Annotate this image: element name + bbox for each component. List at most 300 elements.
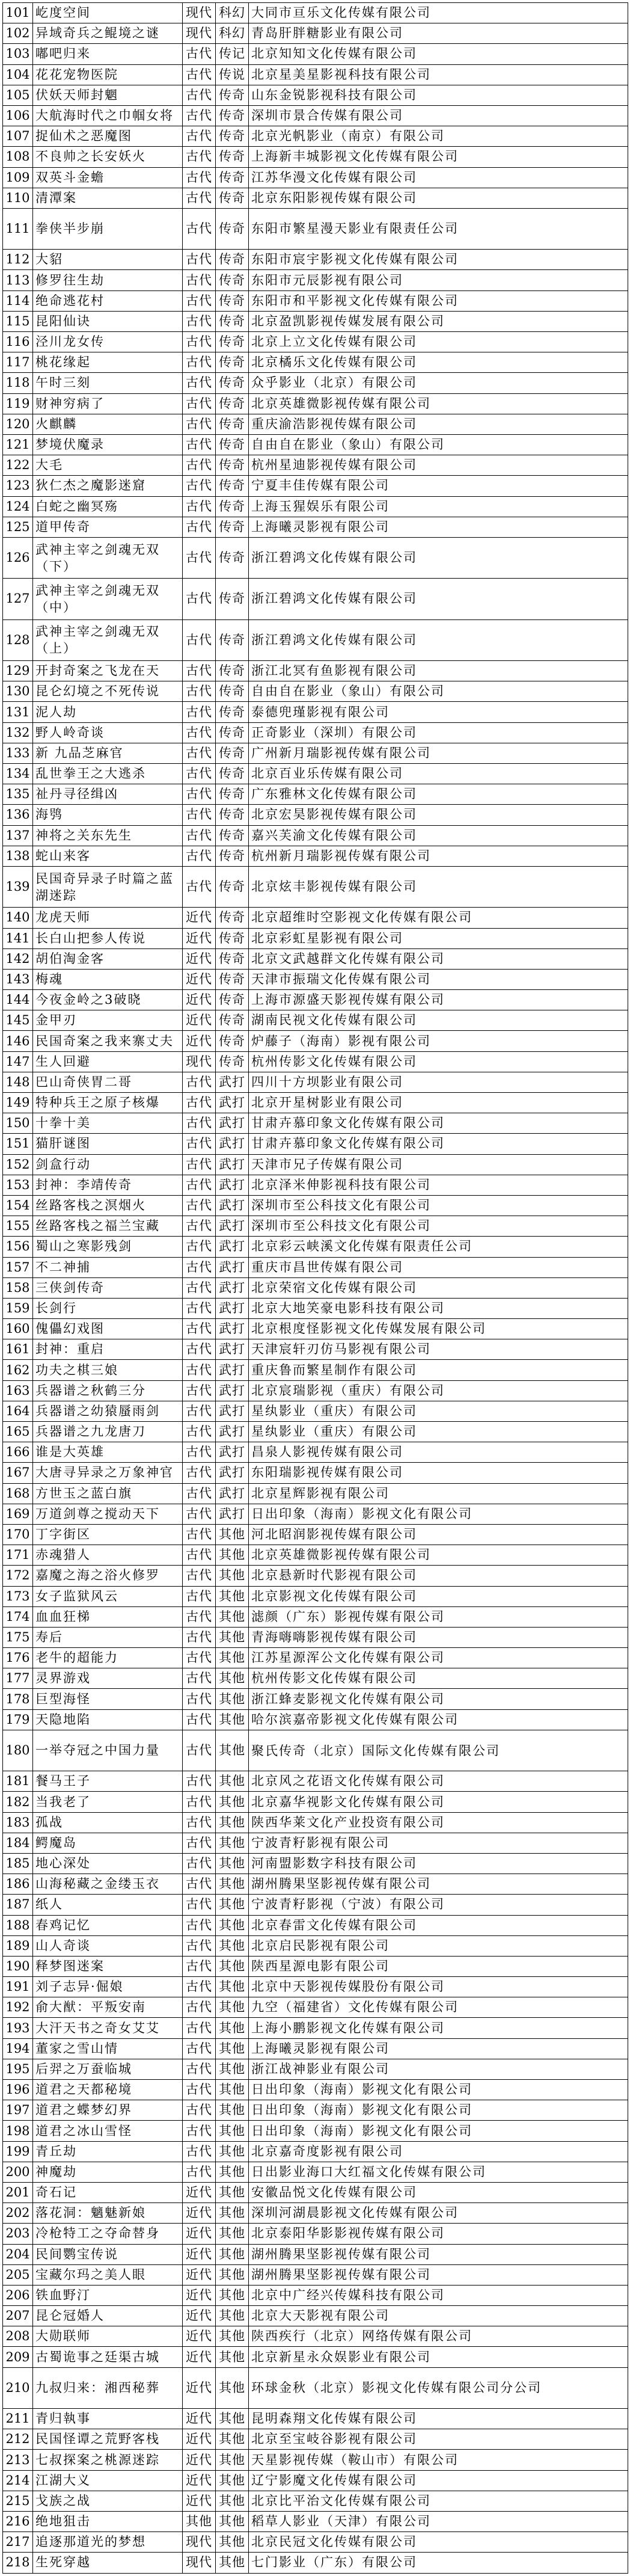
row-number: 181 <box>3 1771 33 1792</box>
era-cell: 古代 <box>183 2038 216 2059</box>
film-title: 民国奇案之我来寨丈夫 <box>33 1031 183 1051</box>
row-number: 178 <box>3 1689 33 1709</box>
film-title: 昆仑冠婚人 <box>33 2306 183 2326</box>
genre-cell: 其他 <box>216 2553 249 2573</box>
company-cell: 陕西疾行（北京）网络传媒有限公司 <box>249 2326 628 2347</box>
company-cell: 北京彩虹星影视有限公司 <box>249 928 628 948</box>
film-title: 方世玉之蓝白旗 <box>33 1483 183 1504</box>
table-row <box>3 1504 628 1524</box>
company-cell: 杭州新月瑞影视传媒有限公司 <box>249 846 628 866</box>
era-cell: 古代 <box>183 2162 216 2182</box>
era-cell: 近代 <box>183 2182 216 2203</box>
film-title: 天隐地陷 <box>33 1709 183 1730</box>
table-row <box>3 1339 628 1360</box>
genre-cell: 传奇 <box>216 311 249 331</box>
era-cell: 现代 <box>183 1051 216 1072</box>
company-cell: 北京新星永众娱影业有限公司 <box>249 2347 628 2367</box>
genre-cell: 其他 <box>216 2326 249 2347</box>
era-cell: 古代 <box>183 290 216 311</box>
era-cell: 古代 <box>183 784 216 805</box>
company-cell: 北京风之花语文化传媒有限公司 <box>249 1771 628 1792</box>
era-cell: 古代 <box>183 1730 216 1771</box>
film-title: 捉仙术之恶魔图 <box>33 126 183 147</box>
film-title: 鳄魔岛 <box>33 1833 183 1853</box>
genre-cell: 其他 <box>216 2059 249 2079</box>
row-number: 208 <box>3 2326 33 2347</box>
row-number: 175 <box>3 1627 33 1647</box>
film-title: 生人回避 <box>33 1051 183 1072</box>
era-cell: 古代 <box>183 517 216 537</box>
row-number: 187 <box>3 1895 33 1915</box>
film-title: 新 九品芝麻官 <box>33 743 183 763</box>
genre-cell: 传奇 <box>216 661 249 681</box>
genre-cell: 传奇 <box>216 619 249 660</box>
era-cell: 古代 <box>183 1360 216 1380</box>
film-title: 嘟吧归来 <box>33 44 183 64</box>
genre-cell: 其他 <box>216 2121 249 2141</box>
film-title: 万道剑尊之搅动天下 <box>33 1504 183 1524</box>
era-cell: 古代 <box>183 1895 216 1915</box>
company-cell: 北京宸瑞影视（重庆）有限公司 <box>249 1380 628 1401</box>
table-row <box>3 105 628 126</box>
era-cell: 古代 <box>183 1709 216 1730</box>
row-number: 154 <box>3 1195 33 1216</box>
genre-cell: 其他 <box>216 1606 249 1627</box>
film-title: 封神：李靖传奇 <box>33 1175 183 1195</box>
era-cell: 古代 <box>183 764 216 784</box>
table-row <box>3 2182 628 2203</box>
film-title: 梦境伏魔录 <box>33 434 183 455</box>
company-cell: 七门影业（广东）有限公司 <box>249 2553 628 2573</box>
genre-cell: 传说 <box>216 64 249 85</box>
company-cell: 湖州腾果坚影视传媒有限公司 <box>249 1874 628 1895</box>
era-cell: 古代 <box>183 1833 216 1853</box>
genre-cell: 武打 <box>216 1154 249 1175</box>
table-row <box>3 2285 628 2305</box>
row-number: 155 <box>3 1216 33 1237</box>
film-title: 冷枪特工之夺命替身 <box>33 2224 183 2244</box>
company-cell: 北京至宝岐谷影视有限公司 <box>249 2429 628 2450</box>
row-number: 184 <box>3 1833 33 1853</box>
film-title: 大貂 <box>33 250 183 270</box>
table-row <box>3 1586 628 1606</box>
company-cell: 上海曦灵影视有限公司 <box>249 517 628 537</box>
genre-cell: 传奇 <box>216 373 249 393</box>
era-cell: 古代 <box>183 85 216 105</box>
company-cell: 宁波青籽影视（宁波）有限公司 <box>249 1895 628 1915</box>
company-cell: 青岛肝胖糖影业有限公司 <box>249 23 628 44</box>
film-title: 一举夺冠之中国力量 <box>33 1730 183 1771</box>
table-row <box>3 1298 628 1318</box>
film-title: 江湖大义 <box>33 2470 183 2491</box>
era-cell: 古代 <box>183 1216 216 1237</box>
film-title: 不良帅之长安妖火 <box>33 147 183 167</box>
genre-cell: 武打 <box>216 1257 249 1277</box>
film-title: 兵器谱之九龙唐刀 <box>33 1422 183 1442</box>
row-number: 107 <box>3 126 33 147</box>
company-cell: 深圳市至公科技文化有限公司 <box>249 1195 628 1216</box>
company-cell: 甘肃卉慕印象文化传媒有限公司 <box>249 1134 628 1154</box>
table-row <box>3 2100 628 2121</box>
company-cell: 北京东阳影视传媒有限公司 <box>249 188 628 208</box>
era-cell: 古代 <box>183 1134 216 1154</box>
company-cell: 北京上立文化传媒有限公司 <box>249 332 628 352</box>
table-row <box>3 476 628 496</box>
row-number: 207 <box>3 2306 33 2326</box>
company-cell: 哈尔滨嘉帝影视文化传媒有限公司 <box>249 1709 628 1730</box>
film-title: 古蜀诡事之廷渠古城 <box>33 2347 183 2367</box>
era-cell: 近代 <box>183 1010 216 1031</box>
company-cell: 天津宸轩刃仿马影视有限公司 <box>249 1339 628 1360</box>
era-cell: 古代 <box>183 1586 216 1606</box>
genre-cell: 其他 <box>216 1648 249 1668</box>
row-number: 192 <box>3 1997 33 2018</box>
table-row <box>3 969 628 989</box>
company-cell: 日出印象（海南）影视文化有限公司 <box>249 2100 628 2121</box>
genre-cell: 其他 <box>216 1586 249 1606</box>
company-cell: 浙江碧鸿文化传媒有限公司 <box>249 579 628 619</box>
era-cell: 古代 <box>183 1668 216 1689</box>
company-cell: 滤颜（广东）影视传媒有限公司 <box>249 1606 628 1627</box>
film-title: 血血狂梯 <box>33 1606 183 1627</box>
table-row <box>3 1010 628 1031</box>
genre-cell: 其他 <box>216 2470 249 2491</box>
film-title: 梅魂 <box>33 969 183 989</box>
era-cell: 古代 <box>183 250 216 270</box>
row-number: 176 <box>3 1648 33 1668</box>
table-row <box>3 3 628 23</box>
film-title: 花花宠物医院 <box>33 64 183 85</box>
era-cell: 近代 <box>183 2264 216 2285</box>
company-cell: 北京盈凯影视传媒发展有限公司 <box>249 311 628 331</box>
genre-cell: 武打 <box>216 1277 249 1298</box>
film-title: 蜀山之寒影残剑 <box>33 1237 183 1257</box>
company-cell: 东阳市和平影视文化传媒有限公司 <box>249 290 628 311</box>
company-cell: 昆明森翔文化传媒有限公司 <box>249 2409 628 2429</box>
era-cell: 古代 <box>183 1997 216 2018</box>
row-number: 129 <box>3 661 33 681</box>
film-title: 道君之蝶梦幻界 <box>33 2100 183 2121</box>
company-cell: 日出影业海口大红福文化传媒有限公司 <box>249 2162 628 2182</box>
row-number: 108 <box>3 147 33 167</box>
genre-cell: 传奇 <box>216 764 249 784</box>
genre-cell: 其他 <box>216 1812 249 1833</box>
row-number: 112 <box>3 250 33 270</box>
company-cell: 北京知知文化传媒有限公司 <box>249 44 628 64</box>
table-row <box>3 1442 628 1463</box>
era-cell: 古代 <box>183 1874 216 1895</box>
era-cell: 古代 <box>183 1606 216 1627</box>
genre-cell: 传奇 <box>216 681 249 702</box>
genre-cell: 其他 <box>216 2080 249 2100</box>
table-row <box>3 2141 628 2162</box>
table-row <box>3 1072 628 1092</box>
film-title: 兵器谱之秋鹤三分 <box>33 1380 183 1401</box>
company-cell: 浙江碧鸿文化传媒有限公司 <box>249 537 628 578</box>
company-cell: 杭州传影文化传媒有限公司 <box>249 1668 628 1689</box>
film-registry-body <box>3 3 628 2574</box>
row-number: 114 <box>3 290 33 311</box>
company-cell: 自由自在影业（象山）有限公司 <box>249 681 628 702</box>
row-number: 147 <box>3 1051 33 1072</box>
row-number: 125 <box>3 517 33 537</box>
genre-cell: 其他 <box>216 1915 249 1935</box>
table-row <box>3 2203 628 2224</box>
genre-cell: 其他 <box>216 1895 249 1915</box>
genre-cell: 传奇 <box>216 1010 249 1031</box>
row-number: 103 <box>3 44 33 64</box>
film-title: 泥人劫 <box>33 702 183 722</box>
table-row <box>3 1545 628 1566</box>
table-row <box>3 1874 628 1895</box>
company-cell: 河南盟影数字科技有限公司 <box>249 1853 628 1874</box>
genre-cell: 武打 <box>216 1195 249 1216</box>
film-title: 民国奇异录子时篇之蓝湖迷踪 <box>33 866 183 907</box>
row-number: 174 <box>3 1606 33 1627</box>
genre-cell: 传奇 <box>216 948 249 969</box>
company-cell: 山东金锐影视科技有限公司 <box>249 85 628 105</box>
company-cell: 杭州星迪影视传媒有限公司 <box>249 455 628 476</box>
film-title: 俞大猷：平叛安南 <box>33 1997 183 2018</box>
film-title: 火麒麟 <box>33 414 183 434</box>
era-cell: 古代 <box>183 373 216 393</box>
genre-cell: 传奇 <box>216 990 249 1010</box>
film-title: 金甲刃 <box>33 1010 183 1031</box>
table-row <box>3 1956 628 1976</box>
film-title: 道君之天都秘境 <box>33 2080 183 2100</box>
table-row <box>3 1154 628 1175</box>
table-row <box>3 1895 628 1915</box>
company-cell: 北京宏昊影视传媒有限公司 <box>249 805 628 825</box>
film-title: 三侠剑传奇 <box>33 1277 183 1298</box>
era-cell: 现代 <box>183 23 216 44</box>
row-number: 136 <box>3 805 33 825</box>
table-row <box>3 1915 628 1935</box>
era-cell: 近代 <box>183 928 216 948</box>
era-cell: 古代 <box>183 1463 216 1483</box>
genre-cell: 传奇 <box>216 517 249 537</box>
film-title: 刘子志异·倔娘 <box>33 1977 183 1997</box>
film-title: 大唐寻异录之万象神官 <box>33 1463 183 1483</box>
era-cell: 古代 <box>183 332 216 352</box>
film-title: 生死穿越 <box>33 2553 183 2573</box>
table-row <box>3 1031 628 1051</box>
row-number: 196 <box>3 2080 33 2100</box>
era-cell: 古代 <box>183 1956 216 1976</box>
row-number: 217 <box>3 2532 33 2553</box>
genre-cell: 武打 <box>216 1422 249 1442</box>
row-number: 169 <box>3 1504 33 1524</box>
genre-cell: 其他 <box>216 2429 249 2450</box>
film-title: 大航海时代之巾帼女将 <box>33 105 183 126</box>
row-number: 216 <box>3 2511 33 2531</box>
genre-cell: 其他 <box>216 1566 249 1586</box>
row-number: 128 <box>3 619 33 660</box>
genre-cell: 传奇 <box>216 579 249 619</box>
genre-cell: 武打 <box>216 1216 249 1237</box>
row-number: 182 <box>3 1792 33 1812</box>
era-cell: 近代 <box>183 948 216 969</box>
genre-cell: 武打 <box>216 1401 249 1421</box>
table-row <box>3 250 628 270</box>
film-title: 海鸮 <box>33 805 183 825</box>
table-row <box>3 1627 628 1647</box>
film-title: 开封奇案之飞龙在天 <box>33 661 183 681</box>
genre-cell: 其他 <box>216 1977 249 1997</box>
film-title: 神魔劫 <box>33 2162 183 2182</box>
row-number: 191 <box>3 1977 33 1997</box>
company-cell: 北京英雄微影视传媒有限公司 <box>249 1545 628 1566</box>
era-cell: 古代 <box>183 1627 216 1647</box>
company-cell: 浙江碧鸿文化传媒有限公司 <box>249 619 628 660</box>
era-cell: 古代 <box>183 661 216 681</box>
table-row <box>3 2367 628 2408</box>
row-number: 145 <box>3 1010 33 1031</box>
era-cell: 古代 <box>183 147 216 167</box>
row-number: 171 <box>3 1545 33 1566</box>
table-row <box>3 2018 628 2038</box>
film-title: 谁是大英雄 <box>33 1442 183 1463</box>
table-row <box>3 1093 628 1113</box>
table-row <box>3 784 628 805</box>
genre-cell: 传奇 <box>216 1031 249 1051</box>
row-number: 117 <box>3 352 33 373</box>
film-title: 山人奇谈 <box>33 1935 183 1956</box>
row-number: 201 <box>3 2182 33 2203</box>
table-row <box>3 517 628 537</box>
table-row <box>3 496 628 517</box>
era-cell: 古代 <box>183 1072 216 1092</box>
film-title: 特种兵王之原子核爆 <box>33 1093 183 1113</box>
genre-cell: 其他 <box>216 1956 249 1976</box>
era-cell: 近代 <box>183 2224 216 2244</box>
company-cell: 重庆鲁而繁星制作有限公司 <box>249 1360 628 1380</box>
era-cell: 古代 <box>183 1648 216 1668</box>
table-row <box>3 2244 628 2264</box>
table-row <box>3 579 628 619</box>
genre-cell: 其他 <box>216 2182 249 2203</box>
film-title: 功夫之棋三娘 <box>33 1360 183 1380</box>
row-number: 151 <box>3 1134 33 1154</box>
film-title: 当我老了 <box>33 1792 183 1812</box>
film-title: 春鸡记忆 <box>33 1915 183 1935</box>
row-number: 152 <box>3 1154 33 1175</box>
company-cell: 东阳市元辰影视有限公司 <box>249 270 628 290</box>
table-row <box>3 2224 628 2244</box>
company-cell: 炉藤子（海南）影视有限公司 <box>249 1031 628 1051</box>
film-title: 大勋联师 <box>33 2326 183 2347</box>
table-row <box>3 2264 628 2285</box>
company-cell: 天星影视传媒（鞍山市）有限公司 <box>249 2450 628 2470</box>
row-number: 177 <box>3 1668 33 1689</box>
table-row <box>3 1606 628 1627</box>
row-number: 144 <box>3 990 33 1010</box>
table-row <box>3 681 628 702</box>
film-title: 大毛 <box>33 455 183 476</box>
genre-cell: 其他 <box>216 2285 249 2305</box>
genre-cell: 其他 <box>216 2409 249 2429</box>
era-cell: 现代 <box>183 3 216 23</box>
era-cell: 古代 <box>183 1154 216 1175</box>
row-number: 168 <box>3 1483 33 1504</box>
era-cell: 古代 <box>183 1792 216 1812</box>
film-title: 清潭案 <box>33 188 183 208</box>
era-cell: 古代 <box>183 2121 216 2141</box>
row-number: 121 <box>3 434 33 455</box>
genre-cell: 武打 <box>216 1072 249 1092</box>
film-title: 猫肝谜图 <box>33 1134 183 1154</box>
row-number: 203 <box>3 2224 33 2244</box>
company-cell: 九空（福建省）文化传媒有限公司 <box>249 1997 628 2018</box>
genre-cell: 其他 <box>216 1771 249 1792</box>
row-number: 104 <box>3 64 33 85</box>
film-title: 董家之雪山情 <box>33 2038 183 2059</box>
table-row <box>3 2080 628 2100</box>
film-title: 巨型海怪 <box>33 1689 183 1709</box>
genre-cell: 武打 <box>216 1175 249 1195</box>
company-cell: 北京大天影视有限公司 <box>249 2306 628 2326</box>
row-number: 116 <box>3 332 33 352</box>
table-row <box>3 743 628 763</box>
row-number: 110 <box>3 188 33 208</box>
era-cell: 古代 <box>183 434 216 455</box>
era-cell: 古代 <box>183 1566 216 1586</box>
row-number: 119 <box>3 393 33 414</box>
film-title: 丝路客栈之溟烟火 <box>33 1195 183 1216</box>
company-cell: 浙江战神影业有限公司 <box>249 2059 628 2079</box>
row-number: 106 <box>3 105 33 126</box>
film-title: 民间鹦宝传说 <box>33 2244 183 2264</box>
genre-cell: 武打 <box>216 1134 249 1154</box>
film-title: 桃花缘起 <box>33 352 183 373</box>
genre-cell: 传奇 <box>216 167 249 188</box>
table-row <box>3 537 628 578</box>
table-row <box>3 1853 628 1874</box>
era-cell: 古代 <box>183 805 216 825</box>
table-row <box>3 764 628 784</box>
era-cell: 古代 <box>183 2080 216 2100</box>
era-cell: 古代 <box>183 1093 216 1113</box>
film-title: 寿后 <box>33 1627 183 1647</box>
era-cell: 古代 <box>183 1113 216 1134</box>
company-cell: 大同市亘乐文化传媒有限公司 <box>249 3 628 23</box>
table-row <box>3 414 628 434</box>
row-number: 179 <box>3 1709 33 1730</box>
company-cell: 北京彩云峡溪文化传媒有限责任公司 <box>249 1237 628 1257</box>
era-cell: 古代 <box>183 496 216 517</box>
table-row <box>3 1051 628 1072</box>
film-title: 民国怪谭之荒野客栈 <box>33 2429 183 2450</box>
table-row <box>3 1216 628 1237</box>
table-row <box>3 2450 628 2470</box>
era-cell: 古代 <box>183 866 216 907</box>
company-cell: 北京开星树影业有限公司 <box>249 1093 628 1113</box>
era-cell: 古代 <box>183 537 216 578</box>
table-row <box>3 1771 628 1792</box>
genre-cell: 传奇 <box>216 537 249 578</box>
row-number: 213 <box>3 2450 33 2470</box>
company-cell: 重庆渝浩影视传媒有限公司 <box>249 414 628 434</box>
table-row <box>3 85 628 105</box>
genre-cell: 其他 <box>216 2264 249 2285</box>
row-number: 211 <box>3 2409 33 2429</box>
film-title: 傀儡幻戏图 <box>33 1319 183 1339</box>
film-title: 九叔归来：湘西秘葬 <box>33 2367 183 2408</box>
era-cell: 古代 <box>183 1195 216 1216</box>
row-number: 202 <box>3 2203 33 2224</box>
company-cell: 北京根度怪影视文化传媒发展有限公司 <box>249 1319 628 1339</box>
table-row <box>3 126 628 147</box>
